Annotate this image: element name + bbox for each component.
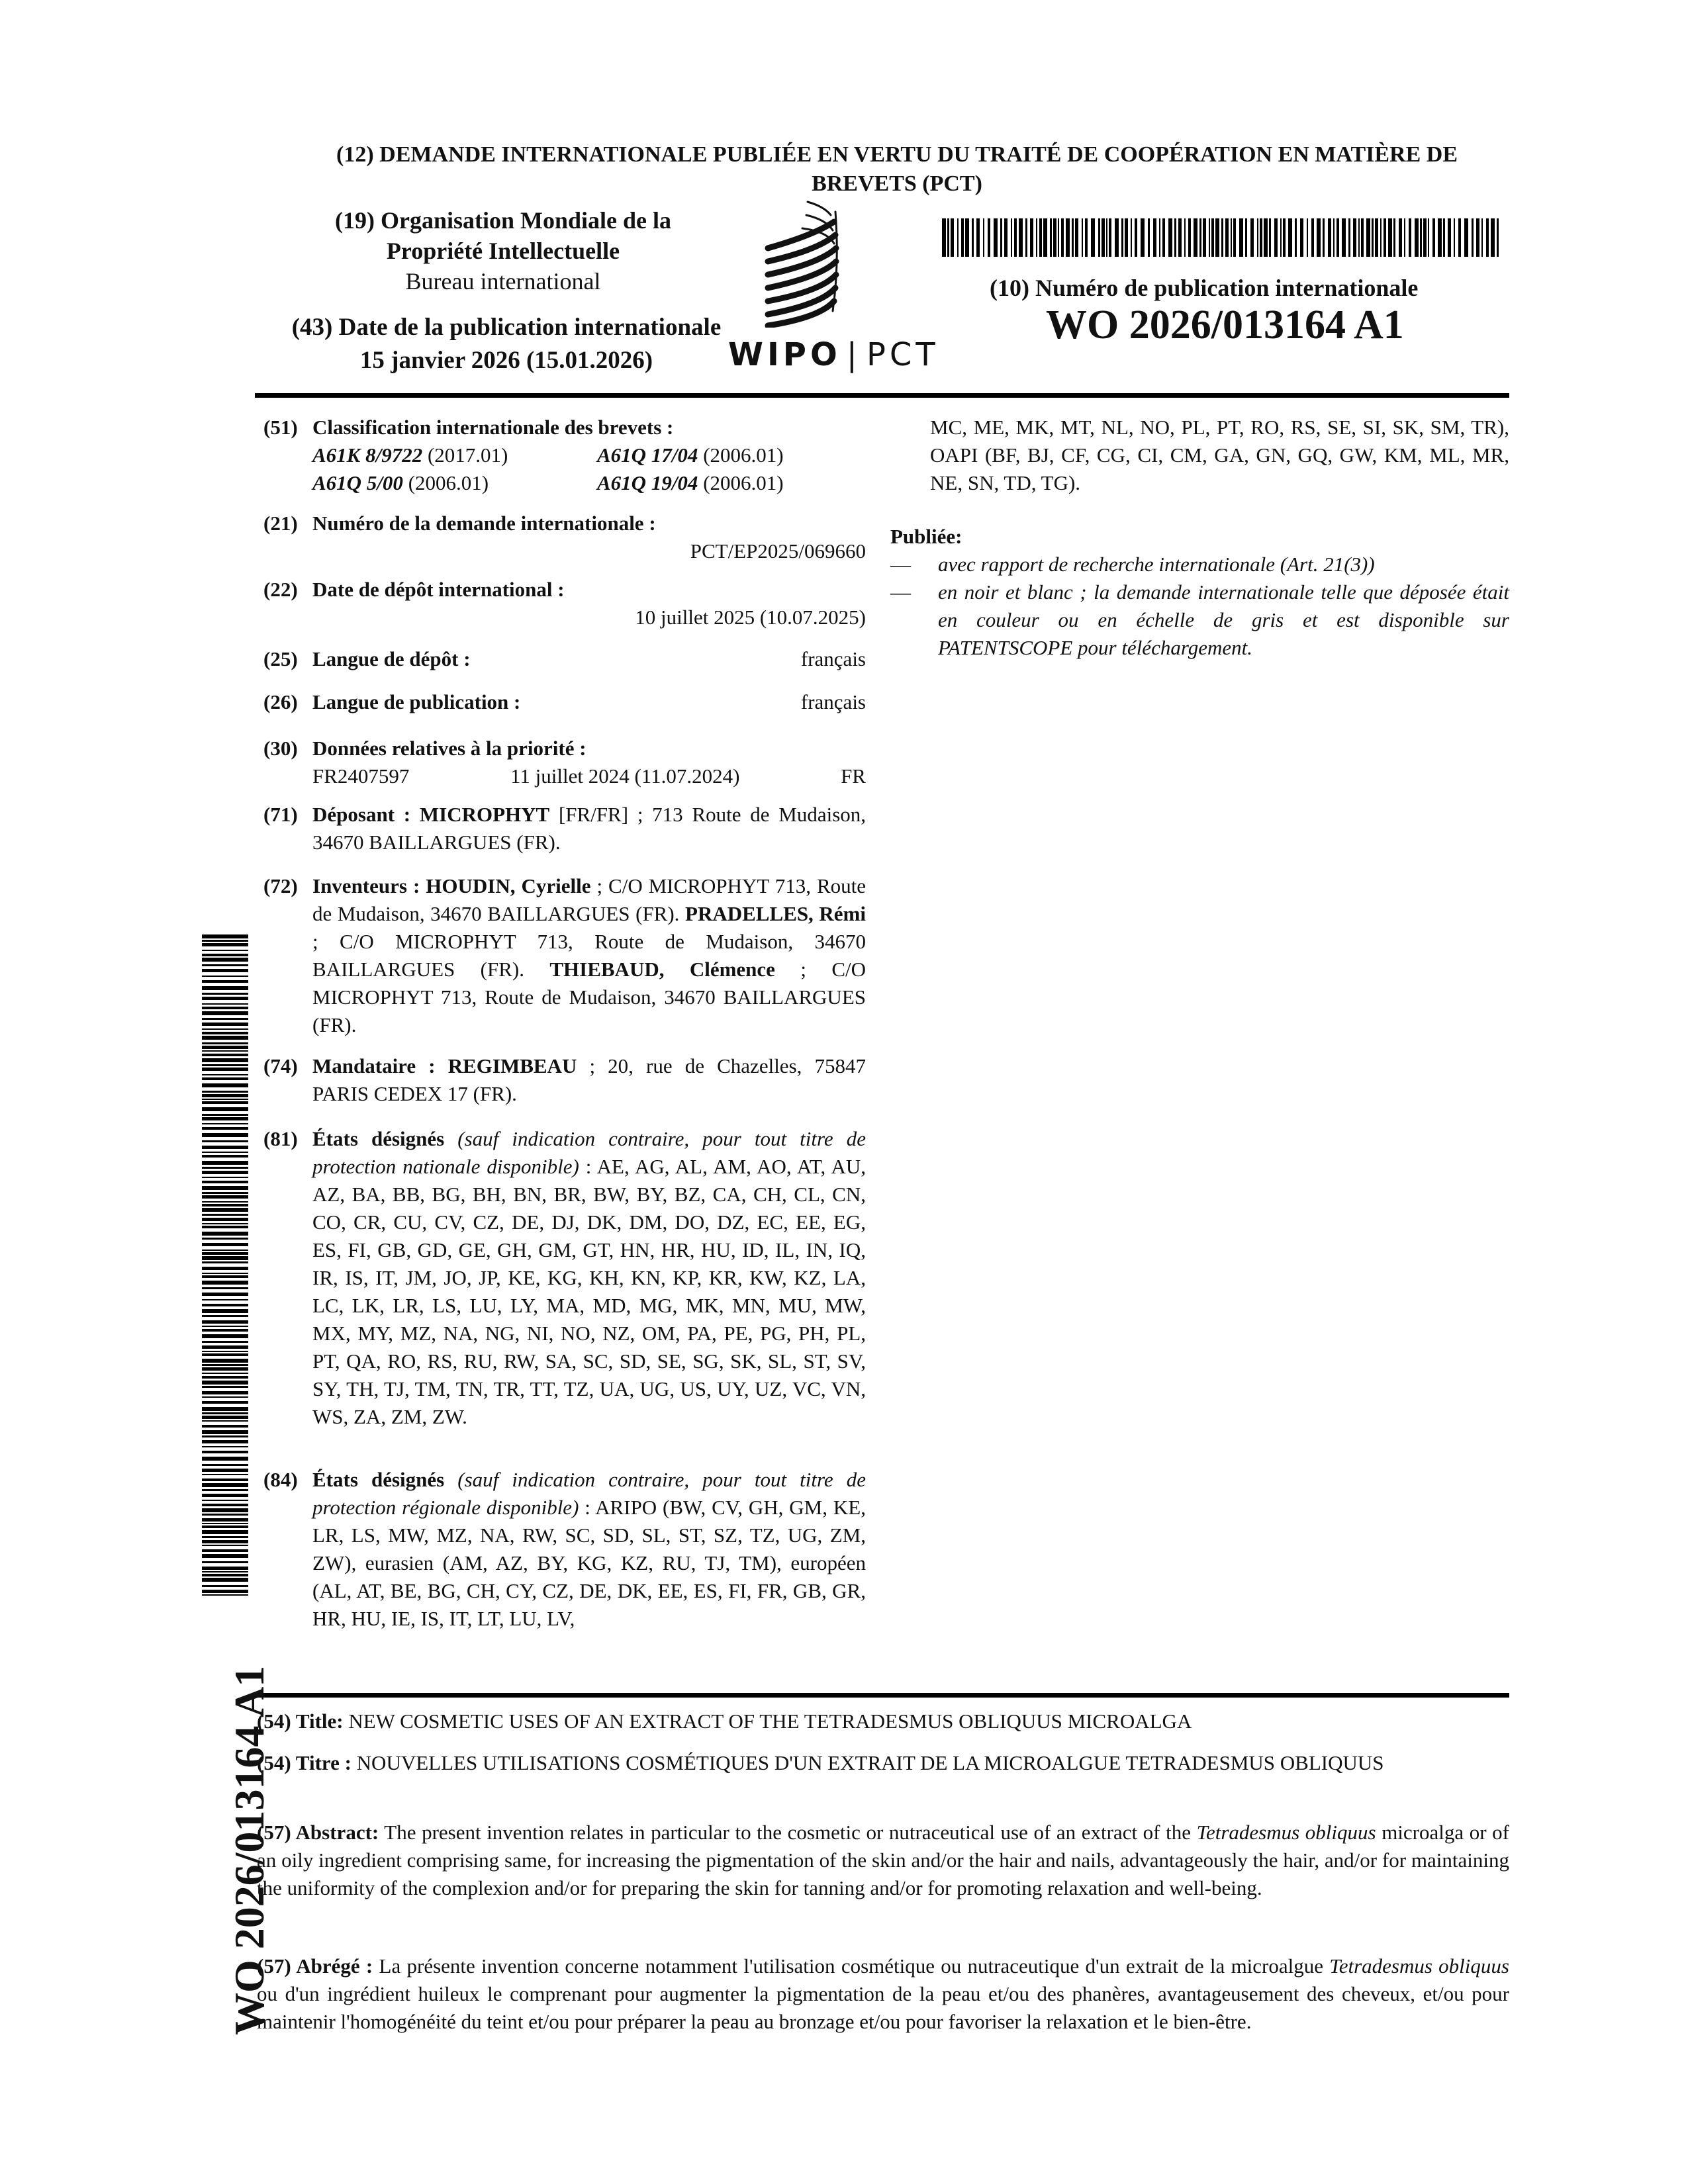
state-list-continued: MC, ME, MK, MT, NL, NO, PL, PT, RO, RS, SE, SI, SK, SM, TR), OAPI (BF, BJ, CF, CG, CI, CM, GA, GN, GQ, GW, KM, ML, MR, NE, SN, TD, TG). — [930, 416, 1509, 494]
field-21-application-number — [263, 510, 866, 565]
inid-code: (81) — [263, 1127, 298, 1150]
field-label: États désignés — [312, 1468, 445, 1491]
publication-number: WO 2026/013164 A1 — [1046, 302, 1404, 347]
species-name: Tetradesmus obliquus — [1329, 1954, 1509, 1978]
field-value: PCT/EP2025/069660 — [690, 539, 866, 563]
field-label: Mandataire : — [312, 1054, 436, 1077]
wipo-pct-wordmark — [728, 336, 939, 373]
field-label: Date de dépôt international : — [312, 578, 565, 601]
field-84-continued — [890, 414, 1509, 497]
inid-code: (26) — [263, 690, 298, 713]
field-label: Numéro de la demande internationale : — [312, 512, 656, 535]
field-84-designated-regional — [263, 1466, 866, 1633]
wipo-text: WIPO — [728, 336, 841, 373]
inventor-address: ; C/O MICROPHYT 713, Route de Mudaison, 34670 BAILLARGUES (FR). — [312, 874, 867, 925]
inventor-address: ; C/O MICROPHYT 713, Route de Mudaison, 34670 BAILLARGUES (FR). — [312, 930, 866, 981]
field-26-publication-language — [263, 688, 866, 716]
inventor-name: PRADELLES, Rémi — [685, 902, 866, 925]
ipc-code: A61Q 19/04 — [597, 471, 698, 494]
field-label: Inventeurs : — [312, 874, 420, 897]
abstract-text: microalga or of an oily ingredient comprising same, for increasing the pigmentation of the skin and/or the hair and nails, advantageously the hair, and/or for maintaining the uniformity of the complexion and/or for preparing the skin for tanning and/or for promoting relaxation and well-being. — [257, 1821, 1509, 1899]
pct-text: PCT — [866, 336, 939, 373]
header-divider — [255, 393, 1509, 398]
colon: : — [579, 1155, 597, 1178]
field-label: Langue de dépôt : — [312, 647, 471, 670]
publication-date-value: 15 janvier 2026 (15.01.2026) — [359, 347, 653, 374]
title-divider — [255, 1693, 1509, 1698]
abstract-english — [257, 1819, 1509, 1902]
priority-date: 11 juillet 2024 (11.07.2024) — [510, 764, 740, 788]
abstract-french — [257, 1952, 1509, 2036]
inid-code: (71) — [263, 803, 298, 826]
inid-code: (22) — [263, 578, 298, 601]
vertical-barcode-icon — [202, 934, 248, 1596]
ipc-version: (2017.01) — [427, 443, 508, 467]
field-value: 10 juillet 2025 (10.07.2025) — [635, 606, 866, 629]
title-text: NEW COSMETIC USES OF AN EXTRACT OF THE TETRADESMUS OBLIQUUS MICROALGA — [343, 1709, 1192, 1733]
published-item-text: en noir et blanc ; la demande internationale telle que déposée était en couleur ou en échelle de gris et est disponible sur PATENTSCOPE pour téléchargement. — [938, 580, 1509, 659]
field-value: français — [800, 690, 866, 713]
inid-code: (21) — [263, 512, 298, 535]
field-note: (sauf indication contraire, pour tout titre de protection nationale disponible) — [312, 1127, 866, 1178]
field-note: (sauf indication contraire, pour tout titre de protection régionale disponible) — [312, 1468, 866, 1519]
ipc-code: A61Q 17/04 — [597, 443, 698, 467]
publication-date-label: (43) Date de la publication internationale — [291, 314, 722, 341]
wipo-logo-icon — [761, 199, 867, 328]
applicant-name: MICROPHYT — [419, 803, 550, 826]
inid-code: (74) — [263, 1054, 298, 1077]
publication-number-label: (10) Numéro de publication internationale — [990, 275, 1419, 301]
state-list: ARIPO (BW, CV, GH, GM, KE, LR, LS, MW, MZ, NA, RW, SC, SD, SL, ST, SZ, TZ, UG, ZM, ZW), eurasien (AM, AZ, BY, KG, KZ, RU, TJ, TM), européen (AL, AT, BE, BG, CH, CY, CZ, DE, DK, EE, ES, FI, FR, GB, GR, HR, HU, IE, IS, IT, LT, LU, LV, — [312, 1496, 866, 1630]
inid-code: (72) — [263, 874, 298, 897]
state-list: AE, AG, AL, AM, AO, AT, AU, AZ, BA, BB, BG, BH, BN, BR, BW, BY, BZ, CA, CH, CL, CN, CO, CR, CU, CV, CZ, DE, DJ, DK, DM, DO, DZ, EC, EE, EG, ES, FI, GB, GD, GE, GH, GM, GT, HN, HR, HU, ID, IL, IN, IQ, IR, IS, IT, JM, JO, JP, KE, KG, KH, KN, KP, KR, KW, KZ, LA, LC, LK, LR, LS, LU, LY, MA, MD, MG, MK, MN, MU, MW, MX, MY, MZ, NA, NG, NI, NO, NZ, OM, PA, PE, PG, PH, PL, PT, QA, RO, RS, RU, RW, SA, SC, SD, SE, SG, SK, SL, ST, SV, SY, TH, TJ, TM, TN, TR, TT, TZ, UA, UG, US, UY, UZ, VC, VN, WS, ZA, ZM, ZW. — [312, 1155, 867, 1428]
field-72-inventors — [263, 872, 866, 1039]
agent-address: ; 20, rue de Chazelles, 75847 PARIS CEDEX 17 (FR). — [312, 1054, 866, 1105]
priority-country: FR — [841, 764, 866, 788]
barcode-icon — [942, 218, 1501, 257]
field-label: Déposant : — [312, 803, 411, 826]
ipc-version: (2006.01) — [703, 471, 784, 494]
dash: — — [890, 553, 911, 576]
abstract-text: La présente invention concerne notamment l'utilisation cosmétique ou nutraceutique d'un extrait de la microalgue — [373, 1954, 1330, 1978]
published-item — [890, 578, 1509, 662]
dash: — — [890, 580, 911, 604]
applicant-address: [FR/FR] ; 713 Route de Mudaison, 34670 BAILLARGUES (FR). — [312, 803, 867, 854]
published-item — [890, 551, 1509, 578]
inid-code: (51) — [263, 416, 298, 439]
publication-date-block — [268, 311, 745, 377]
agent-name: REGIMBEAU — [447, 1054, 577, 1077]
priority-number: FR2407597 — [312, 764, 410, 788]
organization-block — [311, 205, 695, 296]
abstract-label: (57) Abrégé : — [257, 1954, 373, 1978]
field-25-filing-language — [263, 645, 866, 673]
inid-code: (84) — [263, 1468, 298, 1491]
abstract-text: The present invention relates in particular to the cosmetic or nutraceutical use of an extract of the — [379, 1821, 1197, 1844]
inid-code: (25) — [263, 647, 298, 670]
org-office: Bureau international — [405, 268, 601, 295]
ipc-code: A61Q 5/00 — [312, 471, 403, 494]
title-english — [257, 1707, 1509, 1735]
inventor-address: ; C/O MICROPHYT 713, Route de Mudaison, 34670 BAILLARGUES (FR). — [312, 958, 866, 1036]
field-81-designated-national — [263, 1125, 866, 1431]
published-block — [890, 523, 1509, 662]
field-74-agent — [263, 1052, 866, 1108]
field-51-classification — [263, 414, 866, 497]
title-text: NOUVELLES UTILISATIONS COSMÉTIQUES D'UN EXTRAIT DE LA MICROALGUE TETRADESMUS OBLIQUUS — [351, 1751, 1384, 1774]
ipc-version: (2006.01) — [408, 471, 489, 494]
org-name-line2: Propriété Intellectuelle — [386, 238, 620, 264]
field-label: Langue de publication : — [312, 690, 521, 713]
title-french — [257, 1749, 1509, 1777]
ipc-code: A61K 8/9722 — [312, 443, 423, 467]
inventor-name: HOUDIN, Cyrielle — [426, 874, 591, 897]
org-code: (19) — [334, 207, 375, 234]
field-label: Données relatives à la priorité : — [312, 737, 586, 760]
abstract-text: ou d'un ingrédient huileux le comprenant pour augmenter la pigmentation de la peau et/ou des phanères, avantageusement des cheveux, et/ou pour maintenir l'homogénéité du teint et/ou pour préparer la peau au bronzage et/ou pour favoriser la relaxation et le bien-être. — [257, 1982, 1509, 2033]
published-item-text: avec rapport de recherche internationale (Art. 21(3)) — [938, 553, 1375, 576]
document-kind-heading: (12) DEMANDE INTERNATIONALE PUBLIÉE EN VERTU DU TRAITÉ DE COOPÉRATION EN MATIÈRE DE BREVETS (PCT) — [336, 142, 1458, 196]
colon: : — [579, 1496, 596, 1519]
inventor-name: THIEBAUD, Clémence — [549, 958, 775, 981]
published-label: Publiée: — [890, 525, 962, 548]
vertical-publication-number: WO 2026/013164 A1 — [226, 1665, 273, 2035]
inid-code: (30) — [263, 737, 298, 760]
field-71-applicant — [263, 801, 866, 856]
abstract-label: (57) Abstract: — [257, 1821, 379, 1844]
species-name: Tetradesmus obliquus — [1196, 1821, 1376, 1844]
field-value: français — [800, 647, 866, 670]
field-30-priority — [263, 735, 866, 790]
logo-separator: | — [846, 336, 861, 373]
ipc-version: (2006.01) — [703, 443, 784, 467]
field-label: Classification internationale des brevets : — [312, 416, 674, 439]
field-label: États désignés — [312, 1127, 445, 1150]
field-22-filing-date — [263, 576, 866, 631]
title-label: (54) Title: — [257, 1709, 344, 1733]
title-label: (54) Titre : — [257, 1751, 352, 1774]
org-name-line1: Organisation Mondiale de la — [380, 207, 671, 234]
